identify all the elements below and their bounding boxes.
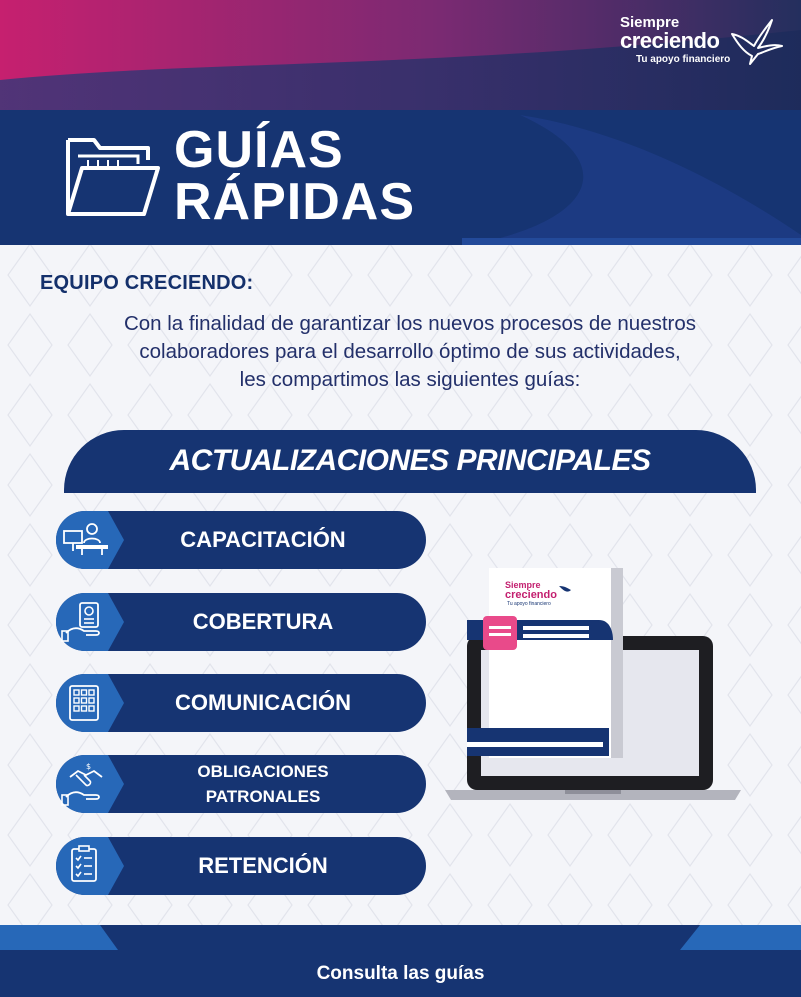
- guide-label: RETENCIÓN: [198, 853, 328, 878]
- guide-button-retencion[interactable]: [56, 837, 426, 895]
- coverage-document-icon: [56, 593, 126, 651]
- logo-siempre: Siempre: [620, 14, 680, 31]
- consult-guides-link[interactable]: Consulta las guías: [316, 963, 485, 984]
- guide-label-line: PATRONALES: [205, 787, 321, 806]
- intro-line: Con la finalidad de garantizar los nuevos procesos de nuestros: [123, 312, 697, 335]
- checklist-icon: [56, 837, 126, 895]
- guide-label: COMUNICACIÓN: [175, 690, 351, 715]
- guide-label: COBERTURA: [192, 609, 334, 634]
- brand-logo: [620, 14, 785, 72]
- guide-label-line: OBLIGACIONES: [197, 762, 329, 781]
- svg-text:$: $: [86, 762, 92, 771]
- intro-text: [60, 310, 760, 394]
- illustration-logo-tagline: Tu apoyo financiero: [507, 601, 551, 607]
- illustration-logo-line1: Siempre: [505, 580, 541, 590]
- calculator-icon: [56, 674, 126, 732]
- hummingbird-icon: [728, 16, 784, 68]
- handshake-icon: [56, 755, 126, 813]
- logo-creciendo: creciendo: [620, 28, 720, 53]
- intro-line: les compartimos las siguientes guías:: [239, 368, 581, 391]
- guide-label: CAPACITACIÓN: [180, 527, 346, 552]
- title-line-2: RÁPIDAS: [174, 173, 416, 231]
- logo-tagline: Tu apoyo financiero: [636, 54, 731, 65]
- guide-label: [138, 755, 388, 813]
- illustration-logo-line2: creciendo: [505, 589, 557, 601]
- guide-button-capacitacion[interactable]: [56, 511, 426, 569]
- guide-button-obligaciones-patronales[interactable]: [56, 755, 426, 813]
- team-label: EQUIPO CRECIENDO:: [40, 272, 254, 294]
- section-title: ACTUALIZACIONES PRINCIPALES: [169, 444, 651, 477]
- title-line-1: GUÍAS: [174, 121, 344, 179]
- section-banner: [64, 430, 756, 493]
- trainer-desk-icon: [56, 511, 126, 569]
- folder-icon: [64, 132, 160, 220]
- laptop-illustration: [445, 560, 745, 805]
- guide-button-comunicacion[interactable]: [56, 674, 426, 732]
- footer-band: [0, 925, 801, 997]
- intro-line: colaboradores para el desarrollo óptimo de sus actividades,: [139, 340, 681, 363]
- guide-button-cobertura[interactable]: [56, 593, 426, 651]
